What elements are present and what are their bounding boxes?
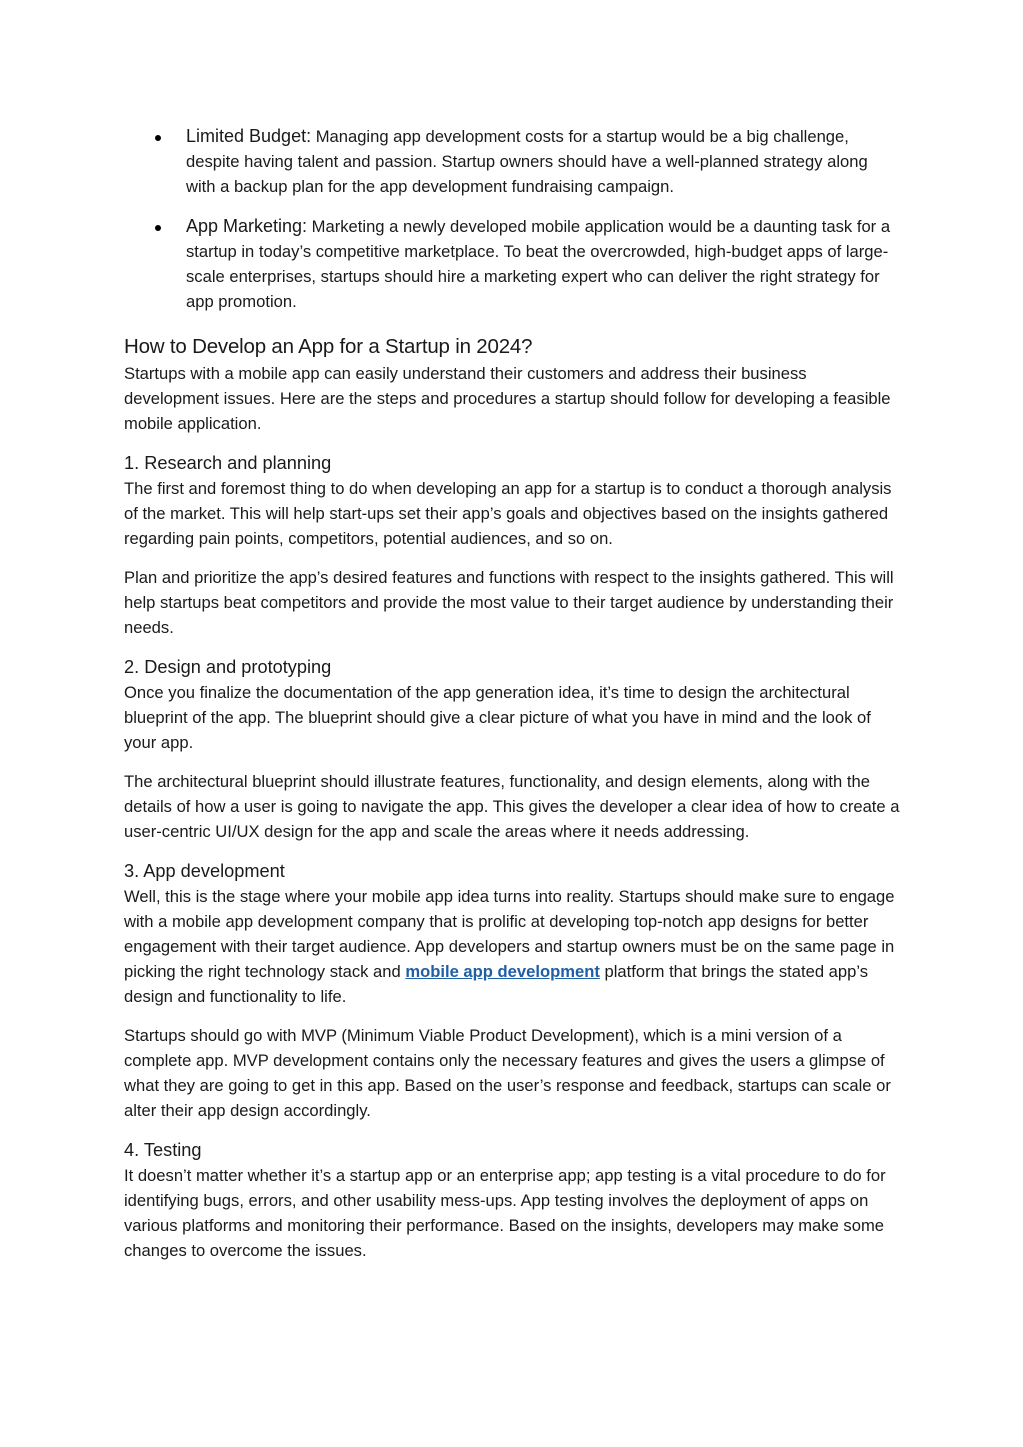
mobile-app-development-link[interactable]: mobile app development bbox=[405, 962, 600, 981]
development-paragraph-2: Startups should go with MVP (Minimum Viable Product Development), which is a mini version of a complete app. MVP development contains only the necessary features and gives the users a glimpse of what they are going to get in this app. Based on the user’s response and feedback, startups can scale or alter their app design accordingly. bbox=[124, 1026, 891, 1120]
document-page bbox=[124, 124, 900, 1263]
step-heading-testing: 4. Testing bbox=[124, 1140, 202, 1160]
section-heading: How to Develop an App for a Startup in 2024? bbox=[124, 335, 533, 358]
design-paragraph-2: The architectural blueprint should illustrate features, functionality, and design elements, along with the details of how a user is going to navigate the app. This gives the developer a clear idea of how to create a user-centric UI/UX design for the app and scale the areas where it needs addressing. bbox=[124, 772, 900, 841]
bullet-text: Marketing a newly developed mobile application would be a daunting task for a startup in today’s competitive marketplace. To beat the overcrowded, high-budget apps of large-scale enterprises, startups should hire a marketing expert who can deliver the right strategy for app promotion. bbox=[186, 217, 891, 311]
step-heading-development: 3. App development bbox=[124, 861, 285, 881]
bullet-term: App Marketing: bbox=[186, 216, 308, 236]
section-intro: Startups with a mobile app can easily understand their customers and address their business development issues. Here are the steps and procedures a startup should follow for developing a feasible mobile application. bbox=[124, 364, 891, 433]
bullet-text: Managing app development costs for a startup would be a big challenge, despite having talent and passion. Startup owners should have a well-planned strategy along with a backup plan for the app development fundraising campaign. bbox=[186, 127, 868, 196]
bullet-icon bbox=[155, 135, 161, 141]
development-text-before: Well, this is the stage where your mobile app idea turns into reality. Startups should make sure to engage with a mobile app development company that is prolific at developing top-notch app designs for better engagement with their target audience. App developers and startup owners must be on the same page in picking the right technology stack and bbox=[124, 887, 895, 981]
list-item-limited-budget bbox=[124, 124, 900, 199]
step-heading-research: 1. Research and planning bbox=[124, 453, 332, 473]
research-paragraph-2: Plan and prioritize the app’s desired features and functions with respect to the insights gathered. This will help startups beat competitors and provide the most value to their target audience by understanding their needs. bbox=[124, 568, 894, 637]
research-paragraph-1: The first and foremost thing to do when developing an app for a startup is to conduct a thorough analysis of the market. This will help start-ups set their app’s goals and objectives based on the insights gathered regarding pain points, competitors, potential audiences, and so on. bbox=[124, 479, 892, 548]
challenges-list bbox=[124, 124, 900, 314]
design-paragraph-1: Once you finalize the documentation of the app generation idea, it’s time to design the architectural blueprint of the app. The blueprint should give a clear picture of what you have in mind and the look of your app. bbox=[124, 683, 871, 752]
list-item-app-marketing bbox=[124, 214, 900, 314]
bullet-icon bbox=[155, 225, 161, 231]
step-heading-design: 2. Design and prototyping bbox=[124, 657, 332, 677]
testing-paragraph-1: It doesn’t matter whether it’s a startup app or an enterprise app; app testing is a vital procedure to do for identifying bugs, errors, and other usability mess-ups. App testing involves the deployment of apps on various platforms and monitoring their performance. Based on the insights, developers may make some changes to overcome the issues. bbox=[124, 1166, 886, 1260]
development-text-after: platform that brings the stated app’s design and functionality to life. bbox=[124, 962, 869, 1006]
bullet-term: Limited Budget: bbox=[186, 126, 312, 146]
development-paragraph-1 bbox=[124, 884, 900, 1009]
